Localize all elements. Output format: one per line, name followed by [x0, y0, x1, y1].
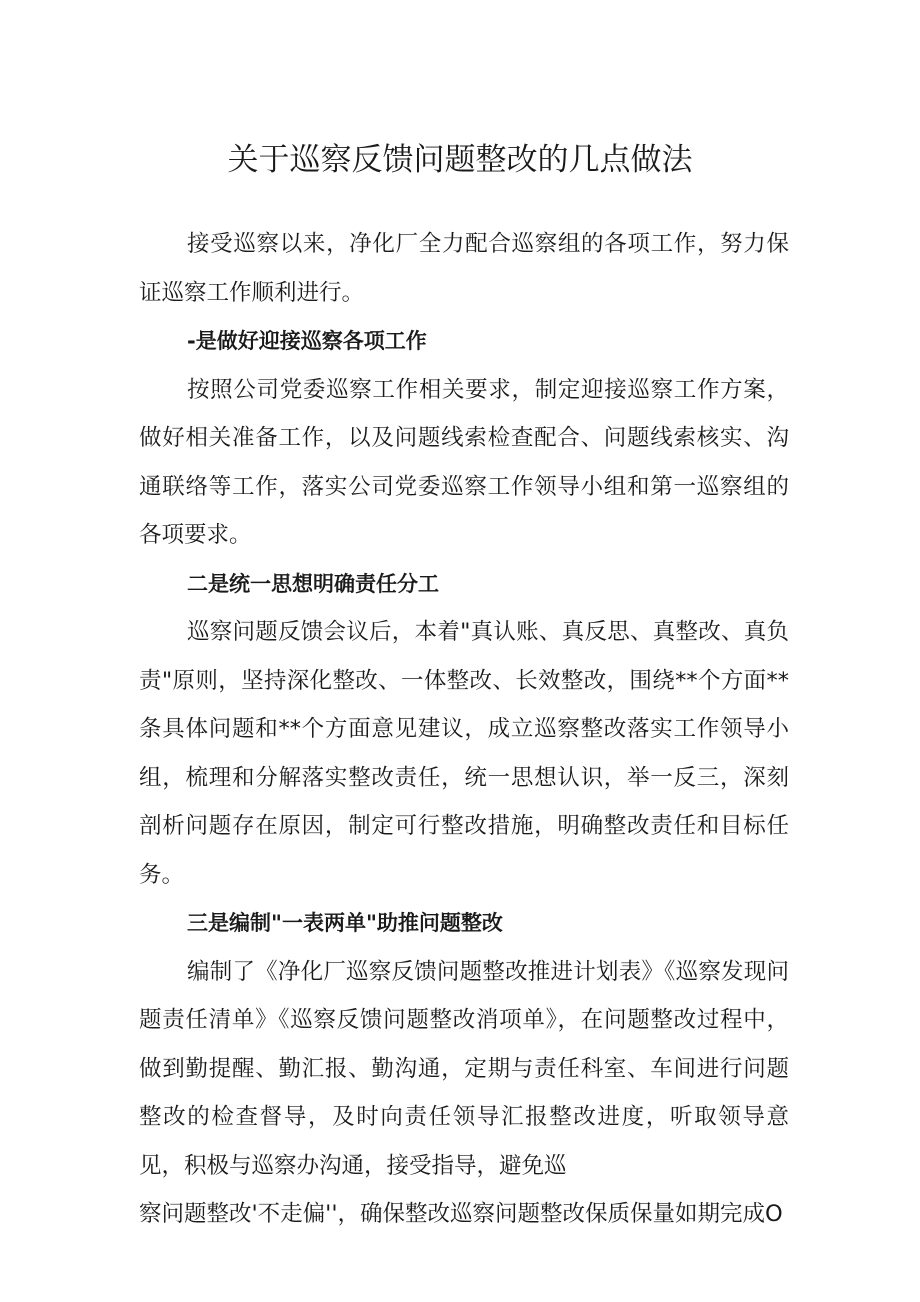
- section-2-heading: 二是统一思想明确责任分工: [187, 571, 439, 596]
- document-body: [139, 220, 789, 1239]
- section-1-paragraph: 按照公司党委巡察工作相关要求，制定迎接巡察工作方案，做好相关准备工作，以及问题线索检查配合、问题线索核实、沟通联络等工作，落实公司党委巡察工作领导小组和第一巡察组的各项要求。: [139, 376, 789, 548]
- section-3-heading: 三是编制"一表两单"助推问题整改: [187, 911, 503, 935]
- document-title: 关于巡察反馈问题整改的几点做法: [227, 142, 693, 178]
- section-2-paragraph: 巡察问题反馈会议后，本着"真认账、真反思、真整改、真负责"原则，坚持深化整改、一体整改、长效整改，围绕**个方面**条具体问题和**个方面意见建议，成立巡察整改落实工作领导小组，梳理和分解落实整改责任，统一思想认识，举一反三，深刻剖析问题存在原因，制定可行整改措施，明确整改责任和目标任务。: [139, 619, 789, 888]
- intro-paragraph: 接受巡察以来，净化厂全力配合巡察组的各项工作，努力保证巡察工作顺利进行。: [139, 231, 789, 306]
- section-3-paragraph: 编制了《净化厂巡察反馈问题整改推进计划表》《巡察发现问题责任清单》《巡察反馈问题整改消项单》，在问题整改过程中，做到勤提醒、勤汇报、勤沟通，定期与责任科室、车间进行问题整改的检查督导，及时向责任领导汇报整改进度，听取领导意见，积极与巡察办沟通，接受指导，避免巡: [139, 958, 789, 1179]
- section-1-heading: -是做好迎接巡察各项工作: [187, 329, 427, 353]
- section-3-tail-line: 察问题整改'不走偏''，确保整改巡察问题整改保质保量如期完成O: [139, 1201, 783, 1227]
